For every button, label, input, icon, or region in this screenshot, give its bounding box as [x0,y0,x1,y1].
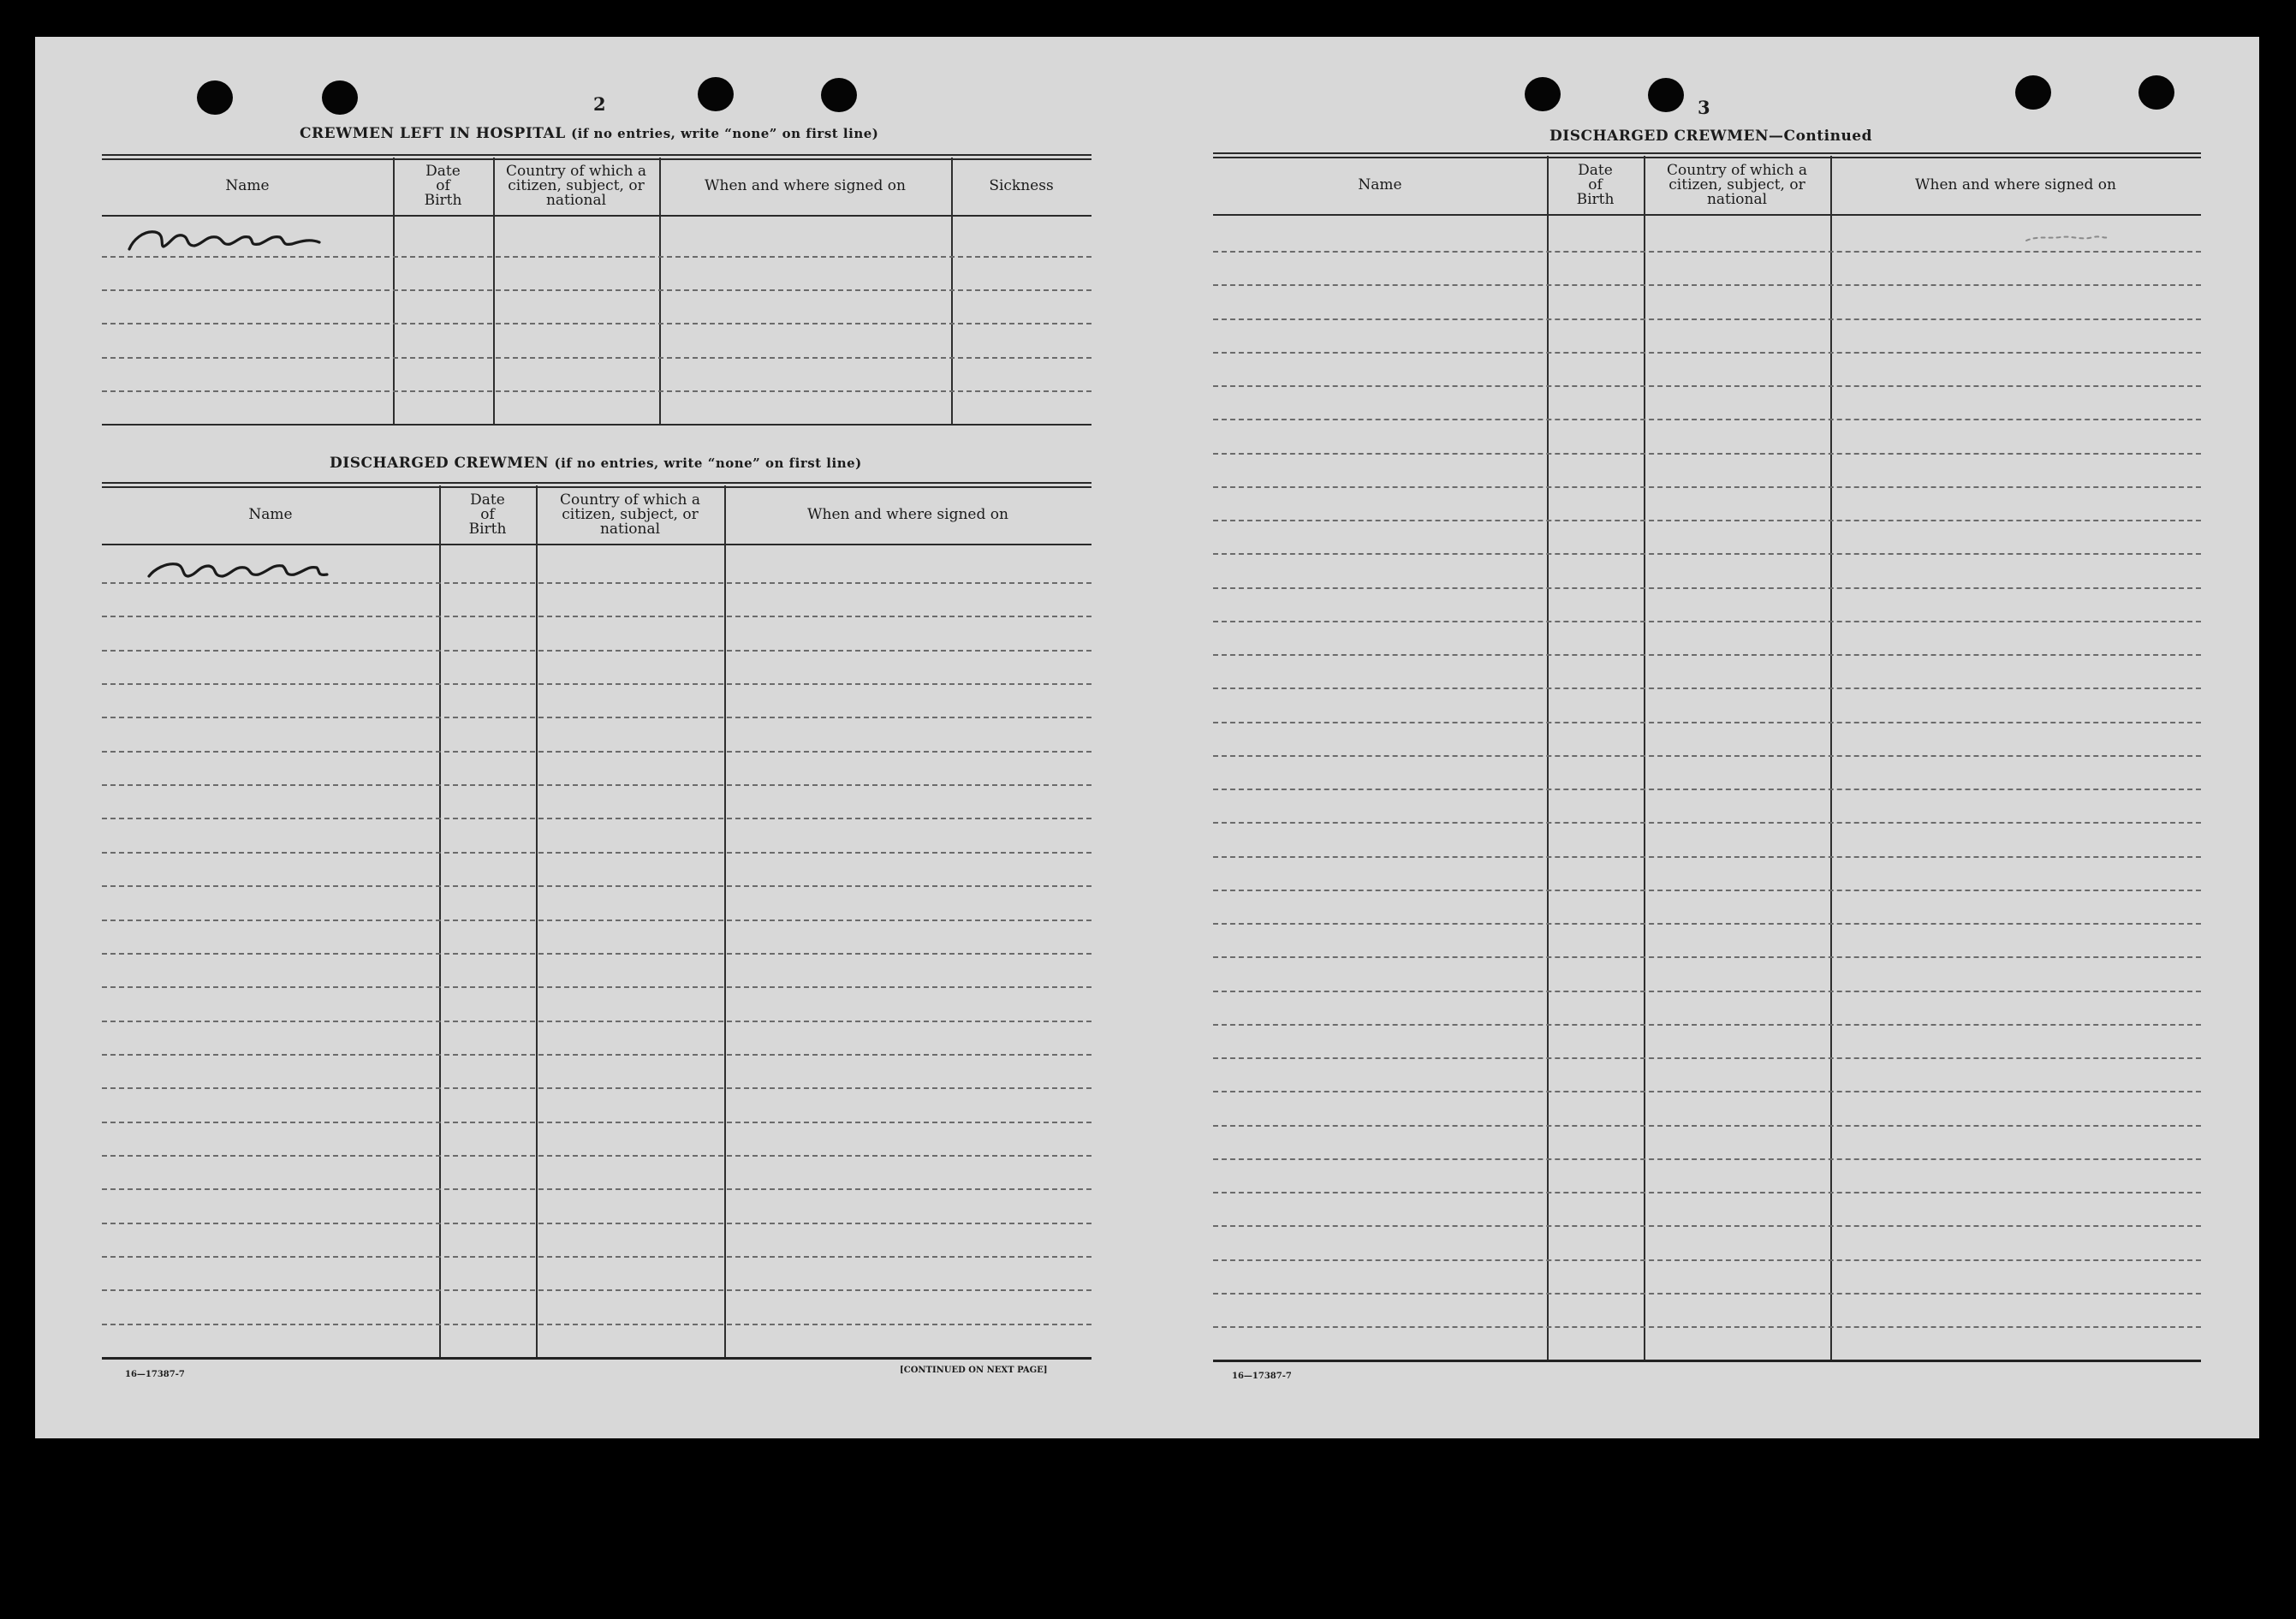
discharged-entry-line [102,616,1091,617]
continued-entry-line [1213,722,2201,723]
discharged-dob-line2: of [480,505,495,523]
continued-entry-line [1213,923,2201,925]
continued-entry-line [1213,654,2201,656]
continued-entry-line [1213,520,2201,521]
continued-entry-line [1213,453,2201,455]
hospital-col-name: Name [225,177,270,194]
continued-entry-line [1213,1158,2201,1160]
discharged-dob-line1: Date [470,491,505,509]
continued-entry-line [1213,318,2201,320]
continued-section-title: DISCHARGED CREWMEN—Continued [1550,128,1873,145]
continued-entry-line [1213,352,2201,354]
discharged-entry-line [102,683,1091,685]
continued-entry-line [1213,991,2201,992]
right-col-signed: When and where signed on [1915,176,2116,193]
hospital-entry-line [102,357,1091,359]
hospital-col-dob [393,158,493,215]
discharged-bottom-rule [102,1357,1091,1360]
continued-entry-line [1213,1125,2201,1127]
discharged-entry-line [102,650,1091,652]
discharged-entry-line [102,818,1091,819]
punch-hole-8 [2138,75,2174,110]
discharged-entry-line [102,953,1091,955]
continued-entry-line [1213,755,2201,757]
hospital-section-title [300,125,878,142]
continued-entry-line [1213,956,2201,958]
discharged-col-dob [439,485,536,544]
handwritten-none-1 [121,218,352,257]
discharged-col-name: Name [248,505,293,523]
discharged-entry-line [102,717,1091,718]
discharged-entry-line [102,1324,1091,1325]
hospital-entry-line [102,390,1091,392]
hospital-dob-line1: Date [425,163,461,180]
punch-hole-5 [1525,77,1561,111]
discharged-entry-line [102,1188,1091,1190]
discharged-entry-line [102,1087,1091,1089]
continued-entry-line [1213,1024,2201,1026]
continued-note: [CONTINUED ON NEXT PAGE] [900,1366,1048,1375]
punch-hole-2 [322,80,358,115]
ledger-sheet [35,37,2259,1438]
discharged-entry-line [102,885,1091,887]
continued-entry-line [1213,1057,2201,1059]
hospital-header-rule [102,215,1091,217]
right-header-rule [1213,214,2201,216]
continued-entry-line [1213,822,2201,824]
discharged-entry-line [102,1021,1091,1022]
discharged-instruction: (if no entries, write “none” on first line) [554,455,862,471]
discharged-col-country [536,485,724,544]
discharged-title-text: DISCHARGED CREWMEN [330,455,550,472]
punch-hole-4 [821,78,857,112]
continued-entry-line [1213,1192,2201,1193]
right-page-number: 3 [1698,97,1710,118]
discharged-entry-line [102,986,1091,988]
continued-entry-line [1213,890,2201,891]
continued-entry-line [1213,587,2201,589]
left-form-number: 16—17387-7 [125,1370,185,1379]
hospital-dob-line3: Birth [424,192,462,209]
discharged-entry-line [102,1122,1091,1123]
continued-entry-line [1213,1091,2201,1092]
right-dob-line2: of [1588,176,1603,193]
hospital-country-line3: national [545,192,607,209]
continued-entry-line [1213,1259,2201,1261]
right-country-line1: Country of which a [1667,161,1807,179]
discharged-entry-line [102,1054,1091,1056]
discharged-header-rule [102,544,1091,545]
hospital-instruction: (if no entries, write “none” on first line) [571,126,879,141]
continued-entry-line [1213,856,2201,858]
faint-ink-mark [2021,227,2115,247]
continued-entry-line [1213,284,2201,286]
continued-entry-line [1213,486,2201,488]
hospital-bottom-rule [102,424,1091,426]
discharged-entry-line [102,1223,1091,1224]
right-col-name: Name [1358,176,1402,193]
right-col-divider-1 [1547,156,1549,1360]
hospital-country-line2: citizen, subject, or [508,177,645,194]
handwritten-none-2 [142,551,365,585]
discharged-entry-line [102,1155,1091,1157]
continued-entry-line [1213,1293,2201,1295]
continued-entry-line [1213,687,2201,689]
discharged-entry-line [102,920,1091,921]
discharged-entry-line [102,852,1091,854]
continued-entry-line [1213,419,2201,420]
discharged-entry-line [102,751,1091,753]
hospital-country-line1: Country of which a [506,163,646,180]
right-dob-line1: Date [1578,161,1613,179]
hospital-col-signed: When and where signed on [705,177,906,194]
discharged-entry-line [102,1289,1091,1291]
continued-entry-line [1213,385,2201,387]
discharged-entry-line [102,784,1091,786]
discharged-country-line2: citizen, subject, or [562,505,699,523]
right-col-divider-3 [1830,156,1832,1360]
hospital-entry-line [102,289,1091,291]
right-dob-line3: Birth [1576,190,1615,208]
punch-hole-3 [698,77,734,111]
hospital-col-sickness: Sickness [989,177,1054,194]
hospital-col-country [493,158,659,215]
right-form-number: 16—17387-7 [1232,1372,1292,1381]
hospital-title-text: CREWMEN LEFT IN HOSPITAL [300,125,566,142]
right-col-divider-2 [1644,156,1645,1360]
discharged-entry-line [102,1256,1091,1258]
left-page-number: 2 [593,93,606,115]
continued-entry-line [1213,553,2201,555]
right-country-line2: citizen, subject, or [1668,176,1805,193]
punch-hole-7 [2015,75,2051,110]
continued-entry-line [1213,789,2201,790]
continued-entry-line [1213,1326,2201,1328]
continued-entry-line [1213,621,2201,622]
punch-hole-1 [197,80,233,115]
hospital-entry-line [102,323,1091,324]
right-bottom-rule [1213,1360,2201,1362]
continued-entry-line [1213,251,2201,253]
discharged-col-signed: When and where signed on [807,505,1008,523]
discharged-country-line1: Country of which a [560,491,700,509]
right-country-line3: national [1706,190,1768,208]
punch-hole-6 [1648,78,1684,112]
hospital-dob-line2: of [436,177,450,194]
right-col-country [1644,156,1830,214]
discharged-dob-line3: Birth [468,520,507,538]
continued-entry-line [1213,1225,2201,1227]
discharged-country-line3: national [599,520,661,538]
discharged-section-title [330,455,862,472]
right-col-dob [1547,156,1644,214]
